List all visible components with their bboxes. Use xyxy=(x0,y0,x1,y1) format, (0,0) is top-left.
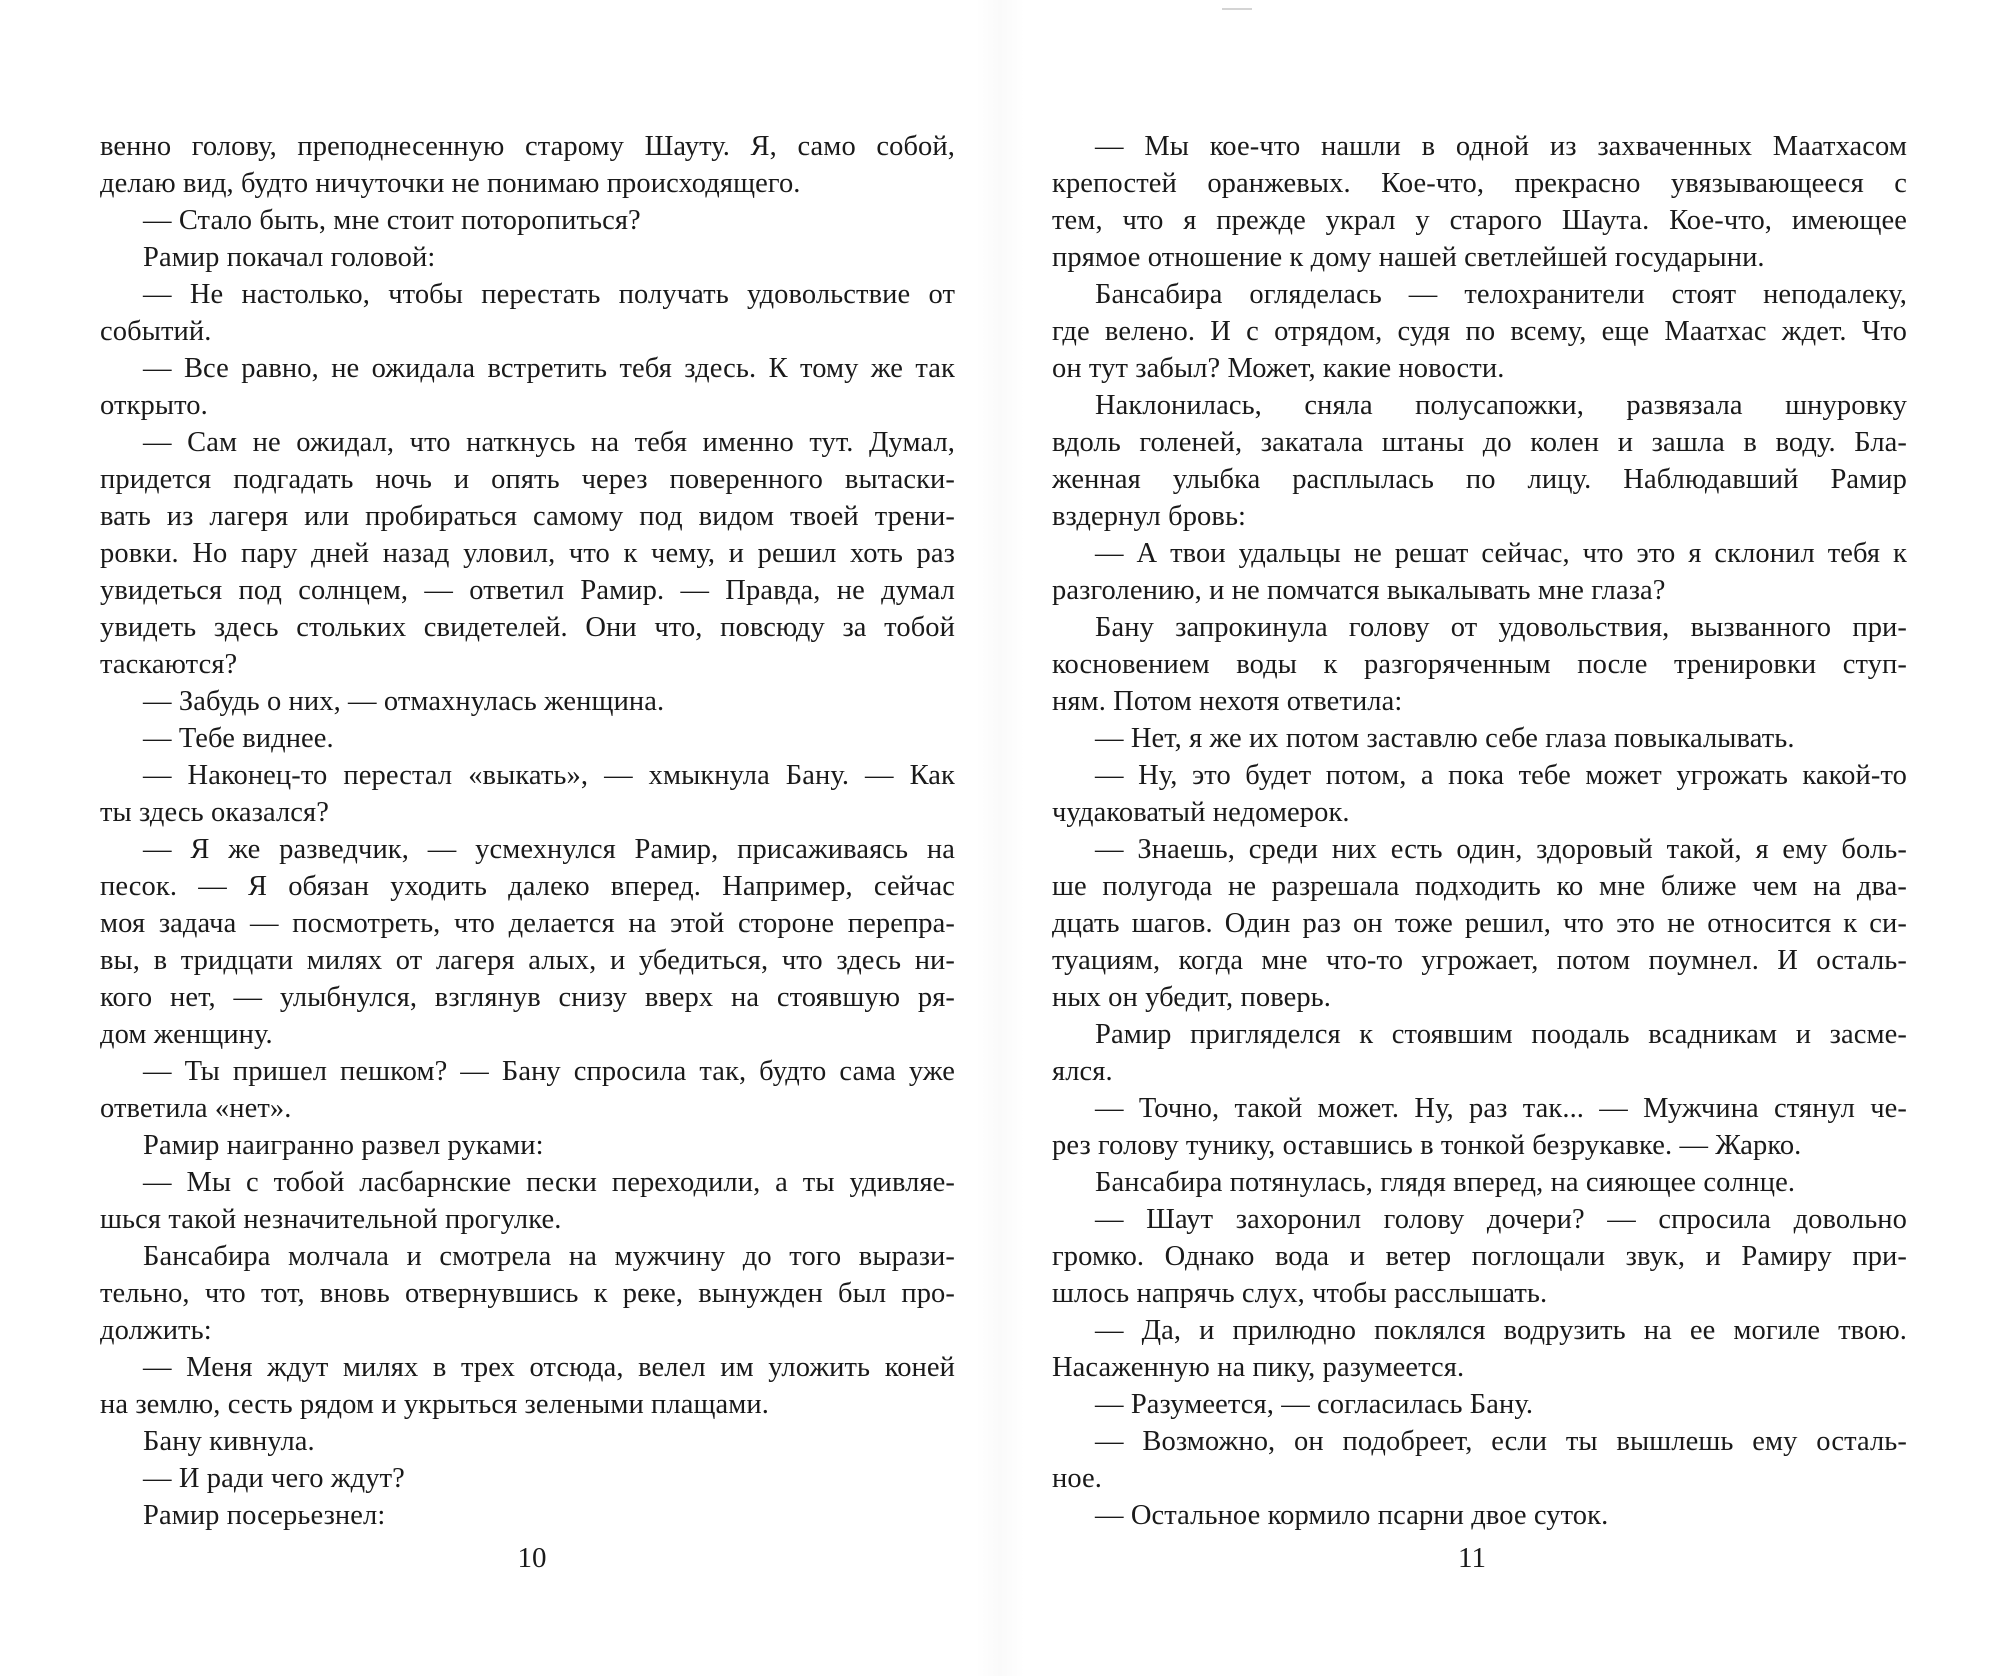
text-line: чудаковатый недомерок. xyxy=(1052,797,1350,828)
text-line: ровки. Но пару дней назад уловил, что к чему, и решил хоть раз xyxy=(100,538,955,569)
text-line: Рамир пригляделся к стоявшим поодаль всадникам и засме- xyxy=(1095,1019,1907,1050)
text-line: — Знаешь, среди них есть один, здоровый такой, я ему боль- xyxy=(1095,834,1907,865)
text-line: ням. Потом нехотя ответила: xyxy=(1052,686,1403,717)
text-line: косновением воды к разгоряченным после тренировки ступ- xyxy=(1052,649,1907,680)
left-page-text xyxy=(100,128,955,1534)
text-line: ных он убедит, поверь. xyxy=(1052,982,1332,1013)
text-line: Насаженную на пику, разумеется. xyxy=(1052,1352,1465,1383)
text-line: громко. Однако вода и ветер поглощали звук, и Рамиру при- xyxy=(1052,1241,1907,1272)
page-number: 11 xyxy=(1458,1542,1486,1574)
text-line: тельно, что тот, вновь отвернувшись к реке, вынужден был про- xyxy=(100,1278,955,1309)
text-line: тем, что я прежде украл у старого Шаута. Кое-что, имеющее xyxy=(1052,205,1907,236)
text-line: — Меня ждут милях в трех отсюда, велел им уложить коней xyxy=(143,1352,955,1383)
text-line: ше полугода не разрешала подходить ко мне ближе чем на два- xyxy=(1052,871,1907,902)
text-line: Бансабира потянулась, глядя вперед, на сияющее солнце. xyxy=(1095,1167,1796,1198)
text-line: ответила «нет». xyxy=(100,1093,292,1124)
text-line: на землю, сесть рядом и укрыться зелеными плащами. xyxy=(100,1389,769,1420)
text-line: — Точно, такой может. Ну, раз так... — Мужчина стянул че- xyxy=(1095,1093,1907,1124)
text-line: дом женщину. xyxy=(100,1019,273,1050)
text-line: прямое отношение к дому нашей светлейшей государыни. xyxy=(1052,242,1765,273)
text-line: — Тебе виднее. xyxy=(143,723,334,754)
right-page xyxy=(1000,0,2000,1676)
text-line: Наклонилась, сняла полусапожки, развязала шнуровку xyxy=(1095,390,1907,421)
text-line: вдоль голеней, закатала штаны до колен и зашла в воду. Бла- xyxy=(1052,427,1907,458)
text-line: — Возможно, он подобреет, если ты вышлешь ему осталь- xyxy=(1095,1426,1907,1457)
text-line: вздернул бровь: xyxy=(1052,501,1247,532)
text-line: таскаются? xyxy=(100,649,238,680)
text-line: увидеться под солнцем, — ответил Рамир. — Правда, не думал xyxy=(100,575,955,606)
text-line: придется подгадать ночь и опять через поверенного вытаски- xyxy=(100,464,955,495)
text-line: — Шаут захоронил голову дочери? — спросила довольно xyxy=(1095,1204,1907,1235)
text-line: открыто. xyxy=(100,390,208,421)
text-line: разголению, и не помчатся выкалывать мне глаза? xyxy=(1052,575,1666,606)
text-line: кого нет, — улыбнулся, взглянув снизу вверх на стоявшую ря- xyxy=(100,982,955,1013)
text-line: — Наконец-то перестал «выкать», — хмыкнула Бану. — Как xyxy=(143,760,955,791)
text-line: Рамир покачал головой: xyxy=(143,242,436,273)
text-line: — Стало быть, мне стоит поторопиться? xyxy=(143,205,641,236)
text-line: — Забудь о них, — отмахнулась женщина. xyxy=(143,686,665,717)
text-line: — Нет, я же их потом заставлю себе глаза повыкалывать. xyxy=(1095,723,1795,754)
text-line: делаю вид, будто ничуточки не понимаю происходящего. xyxy=(100,168,801,199)
text-line: — Мы с тобой ласбарнские пески переходили, а ты удивляе- xyxy=(143,1167,955,1198)
text-line: туациям, когда мне что-то угрожает, потом поумнел. И осталь- xyxy=(1052,945,1907,976)
text-line: где велено. И с отрядом, судя по всему, еще Маатхас ждет. Что xyxy=(1052,316,1907,347)
page-number: 10 xyxy=(517,1542,547,1574)
text-line: Рамир наигранно развел руками: xyxy=(143,1130,544,1161)
text-line: — Разумеется, — согласилась Бану. xyxy=(1095,1389,1534,1420)
text-line: ное. xyxy=(1052,1463,1103,1494)
right-page-text xyxy=(1052,128,1907,1534)
text-line: рез голову тунику, оставшись в тонкой безрукавке. — Жарко. xyxy=(1052,1130,1802,1161)
text-line: женная улыбка расплылась по лицу. Наблюдавший Рамир xyxy=(1052,464,1907,495)
text-line: крепостей оранжевых. Кое-что, прекрасно увязывающееся с xyxy=(1052,168,1907,199)
text-line: — Сам не ожидал, что наткнусь на тебя именно тут. Думал, xyxy=(143,427,955,458)
text-line: должить: xyxy=(100,1315,212,1346)
text-line: — А твои удальцы не решат сейчас, что это я склонил тебя к xyxy=(1095,538,1907,569)
text-line: Бансабира огляделась — телохранители стоят неподалеку, xyxy=(1095,279,1907,310)
text-line: — И ради чего ждут? xyxy=(143,1463,405,1494)
text-line: шлось напрячь слух, чтобы расслышать. xyxy=(1052,1278,1548,1309)
text-line: — Мы кое-что нашли в одной из захваченных Маатхасом xyxy=(1095,131,1907,162)
text-line: вать из лагеря или пробираться самому под видом твоей трени- xyxy=(100,501,955,532)
text-line: увидеть здесь стольких свидетелей. Они что, повсюду за тобой xyxy=(100,612,955,643)
text-line: — Не настолько, чтобы перестать получать удовольствие от xyxy=(143,279,955,310)
text-line: — Да, и прилюдно поклялся водрузить на ее могиле твою. xyxy=(1095,1315,1907,1346)
text-line: Рамир посерьезнел: xyxy=(143,1500,386,1531)
text-line: — Все равно, не ожидала встретить тебя здесь. К тому же так xyxy=(143,353,955,384)
text-line: ялся. xyxy=(1052,1056,1113,1087)
text-line: событий. xyxy=(100,316,212,347)
text-line: — Ну, это будет потом, а пока тебе может угрожать какой-то xyxy=(1095,760,1907,791)
text-line: дцать шагов. Один раз он тоже решил, что это не относится к си- xyxy=(1052,908,1907,939)
text-line: венно голову, преподнесенную старому Шауту. Я, само собой, xyxy=(100,131,955,162)
text-line: Бансабира молчала и смотрела на мужчину до того вырази- xyxy=(143,1241,955,1272)
text-line: — Ты пришел пешком? — Бану спросила так, будто сама уже xyxy=(143,1056,955,1087)
text-line: ты здесь оказался? xyxy=(100,797,330,828)
text-line: вы, в тридцати милях от лагеря алых, и убедиться, что здесь ни- xyxy=(100,945,955,976)
text-line: песок. — Я обязан уходить далеко вперед. Например, сейчас xyxy=(100,871,955,902)
text-line: — Остальное кормило псарни двое суток. xyxy=(1095,1500,1609,1531)
text-line: Бану запрокинула голову от удовольствия, вызванного при- xyxy=(1095,612,1907,643)
text-line: он тут забыл? Может, какие новости. xyxy=(1052,353,1505,384)
text-line: шься такой незначительной прогулке. xyxy=(100,1204,562,1235)
text-line: — Я же разведчик, — усмехнулся Рамир, присаживаясь на xyxy=(143,834,955,865)
text-line: моя задача — посмотреть, что делается на этой стороне перепра- xyxy=(100,908,955,939)
text-line: Бану кивнула. xyxy=(143,1426,315,1457)
